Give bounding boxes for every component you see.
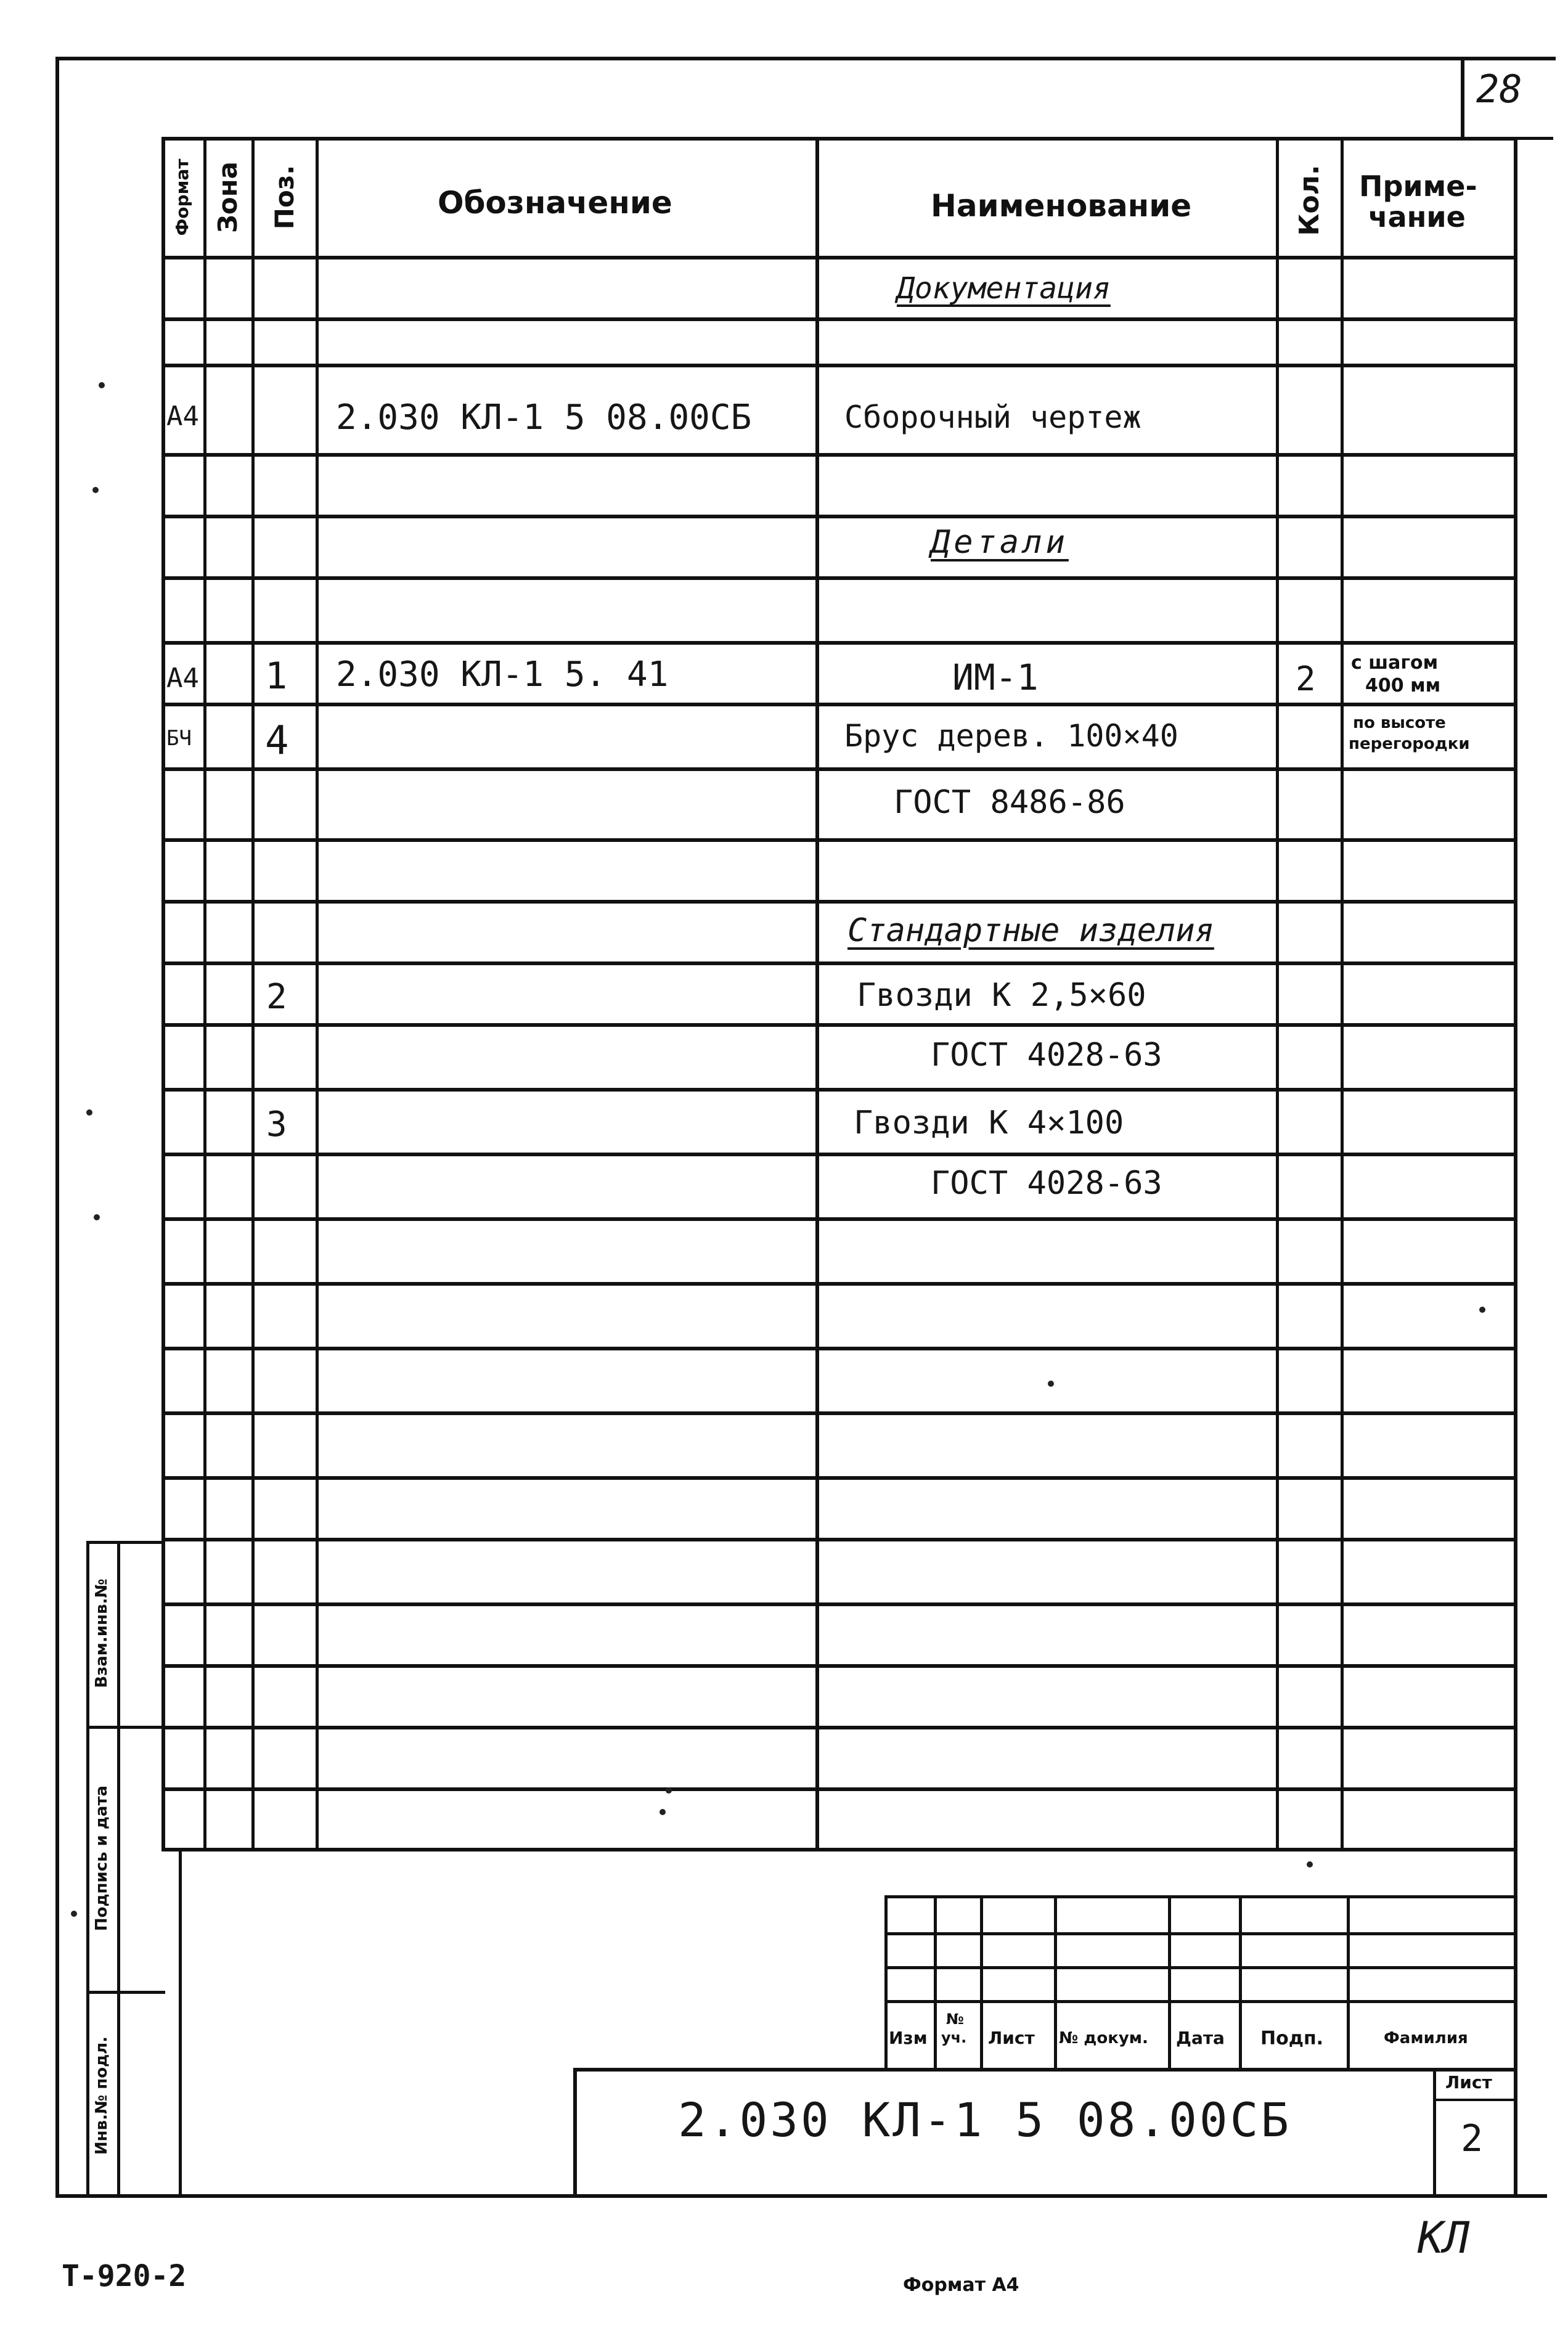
title-col-sign: Подп. bbox=[1260, 2028, 1324, 2049]
row-line bbox=[161, 1787, 1517, 1791]
row-line bbox=[161, 703, 1517, 706]
scan-speck bbox=[86, 1109, 92, 1116]
stamp-mid-line bbox=[117, 1541, 120, 2197]
col-sep-qty bbox=[1341, 137, 1344, 1850]
title-designation-left bbox=[573, 2068, 577, 2197]
title-col-uch: уч. bbox=[941, 2029, 967, 2046]
row-line bbox=[161, 576, 1517, 580]
page-number: 28 bbox=[1476, 67, 1522, 112]
row-pos: 2 bbox=[266, 977, 287, 1017]
title-col-line bbox=[934, 1895, 937, 2068]
row-note: 400 мм bbox=[1365, 675, 1441, 696]
row-line bbox=[161, 1023, 1517, 1027]
title-col-line bbox=[1239, 1895, 1242, 2068]
row-line bbox=[161, 1282, 1517, 1286]
row-format: БЧ bbox=[166, 726, 192, 751]
table-bottom-line bbox=[161, 1848, 1517, 1851]
title-col-line bbox=[1054, 1895, 1057, 2068]
scan-speck bbox=[659, 1809, 666, 1815]
scan-speck bbox=[94, 1214, 100, 1220]
title-col-line bbox=[884, 1895, 888, 2068]
section-standard-items: Стандартные изделия bbox=[847, 912, 1214, 949]
row-line bbox=[161, 453, 1517, 457]
frame-right-line bbox=[1514, 139, 1517, 2197]
header-pos: Поз. bbox=[269, 165, 300, 230]
title-line bbox=[884, 1966, 1516, 1969]
row-pos: 1 bbox=[265, 655, 288, 698]
frame-bottom-line bbox=[55, 2194, 1547, 2198]
row-line bbox=[161, 1411, 1517, 1415]
scan-speck bbox=[1307, 1861, 1313, 1868]
row-name: Гвозди К 2,5×60 bbox=[857, 977, 1146, 1014]
col-sep-name bbox=[1276, 137, 1279, 1850]
title-col-uch: № bbox=[946, 2011, 964, 2028]
table-top-line bbox=[161, 137, 1517, 141]
col-sep-zone bbox=[251, 137, 255, 1850]
title-line bbox=[884, 2000, 1516, 2003]
row-line bbox=[161, 1602, 1517, 1606]
header-name: Наименование bbox=[931, 188, 1192, 224]
header-format: Формат bbox=[172, 158, 192, 236]
row-line bbox=[161, 1476, 1517, 1480]
col-sep-format bbox=[203, 137, 206, 1850]
stamp-replaces-inv: Взам.инв.№ bbox=[92, 1578, 111, 1688]
row-line bbox=[161, 1347, 1517, 1350]
scan-speck bbox=[1479, 1307, 1485, 1313]
row-designation: 2.030 КЛ-1 5. 41 bbox=[336, 655, 669, 695]
row-note: с шагом bbox=[1351, 652, 1439, 674]
footer-code: Т-920-2 bbox=[62, 2259, 187, 2293]
row-line bbox=[161, 1217, 1517, 1221]
title-col-line bbox=[1168, 1895, 1171, 2068]
header-qty: Кол. bbox=[1294, 165, 1325, 236]
row-note: перегородки bbox=[1349, 735, 1470, 753]
row-name: Сборочный чертеж bbox=[844, 399, 1141, 435]
title-sheet-divider bbox=[1433, 2099, 1516, 2101]
stamp-inv-orig: Инв.№ подл. bbox=[92, 2036, 111, 2155]
row-name: ГОСТ 4028-63 bbox=[931, 1037, 1162, 1074]
row-designation: 2.030 КЛ-1 5 08.00СБ bbox=[336, 398, 752, 438]
row-note: по высоте bbox=[1353, 714, 1446, 732]
row-name: Гвозди К 4×100 bbox=[854, 1104, 1124, 1141]
title-sheet-number: 2 bbox=[1461, 2117, 1484, 2160]
row-line bbox=[161, 838, 1517, 842]
title-sheet-left bbox=[1433, 2068, 1436, 2197]
header-designation: Обозначение bbox=[438, 185, 672, 221]
row-line bbox=[161, 515, 1517, 518]
col-sep-pos bbox=[316, 137, 319, 1850]
page-number-box-left bbox=[1461, 57, 1464, 140]
row-line bbox=[161, 317, 1517, 321]
title-col-surname: Фамилия bbox=[1384, 2029, 1468, 2047]
section-documentation: Документация bbox=[897, 271, 1111, 306]
stamp-top-line bbox=[86, 1541, 165, 1544]
footer-initials: КЛ bbox=[1418, 2213, 1470, 2263]
title-col-line bbox=[1347, 1895, 1350, 2068]
row-line bbox=[161, 961, 1517, 965]
row-line bbox=[161, 1088, 1517, 1092]
row-name: Брус дерев. 100×40 bbox=[844, 718, 1178, 754]
scan-speck bbox=[1048, 1381, 1054, 1387]
frame-top-line bbox=[55, 57, 1556, 60]
scan-speck bbox=[666, 1787, 672, 1794]
title-line bbox=[884, 1895, 1516, 1898]
header-bottom-line bbox=[161, 256, 1517, 259]
title-col-date: Дата bbox=[1176, 2028, 1225, 2048]
row-name: ИМ-1 bbox=[952, 656, 1039, 698]
scan-speck bbox=[71, 1911, 77, 1917]
title-block-left-area bbox=[179, 1848, 182, 2196]
footer-format: Формат А4 bbox=[903, 2274, 1019, 2296]
row-line bbox=[161, 641, 1517, 645]
scan-speck bbox=[99, 382, 105, 388]
title-col-line bbox=[980, 1895, 983, 2068]
row-line bbox=[161, 900, 1517, 904]
row-line bbox=[161, 1538, 1517, 1541]
row-pos: 3 bbox=[266, 1104, 287, 1145]
row-name: ГОСТ 8486-86 bbox=[894, 784, 1125, 821]
section-details: Детали bbox=[931, 524, 1069, 561]
row-pos: 4 bbox=[265, 718, 289, 764]
row-line bbox=[161, 1726, 1517, 1729]
title-col-list: Лист bbox=[988, 2028, 1035, 2048]
row-format: А4 bbox=[166, 663, 199, 694]
row-qty: 2 bbox=[1296, 659, 1316, 698]
stamp-divider bbox=[86, 1991, 165, 1994]
row-line bbox=[161, 1153, 1517, 1156]
row-format: А4 bbox=[166, 401, 199, 432]
title-designation: 2.030 КЛ-1 5 08.00СБ bbox=[678, 2092, 1292, 2147]
stamp-sign-date: Подпись и дата bbox=[92, 1785, 111, 1932]
frame-left-line bbox=[55, 57, 59, 2195]
header-zone: Зона bbox=[213, 161, 243, 234]
header-note-line1: Приме- bbox=[1359, 169, 1477, 203]
col-sep-designation bbox=[815, 137, 819, 1850]
stamp-divider bbox=[86, 1726, 165, 1729]
row-line bbox=[161, 364, 1517, 367]
header-note-line2: чание bbox=[1368, 200, 1466, 234]
title-sheet-label: Лист bbox=[1445, 2072, 1492, 2092]
title-line bbox=[573, 2068, 1516, 2072]
scan-speck bbox=[92, 487, 99, 493]
title-line bbox=[884, 1932, 1516, 1935]
title-col-izm: Изм bbox=[889, 2028, 928, 2048]
row-line bbox=[161, 767, 1517, 771]
table-left-line bbox=[161, 137, 165, 1850]
row-line bbox=[161, 1664, 1517, 1668]
title-col-doc: № докум. bbox=[1059, 2029, 1148, 2047]
row-name: ГОСТ 4028-63 bbox=[931, 1165, 1162, 1202]
